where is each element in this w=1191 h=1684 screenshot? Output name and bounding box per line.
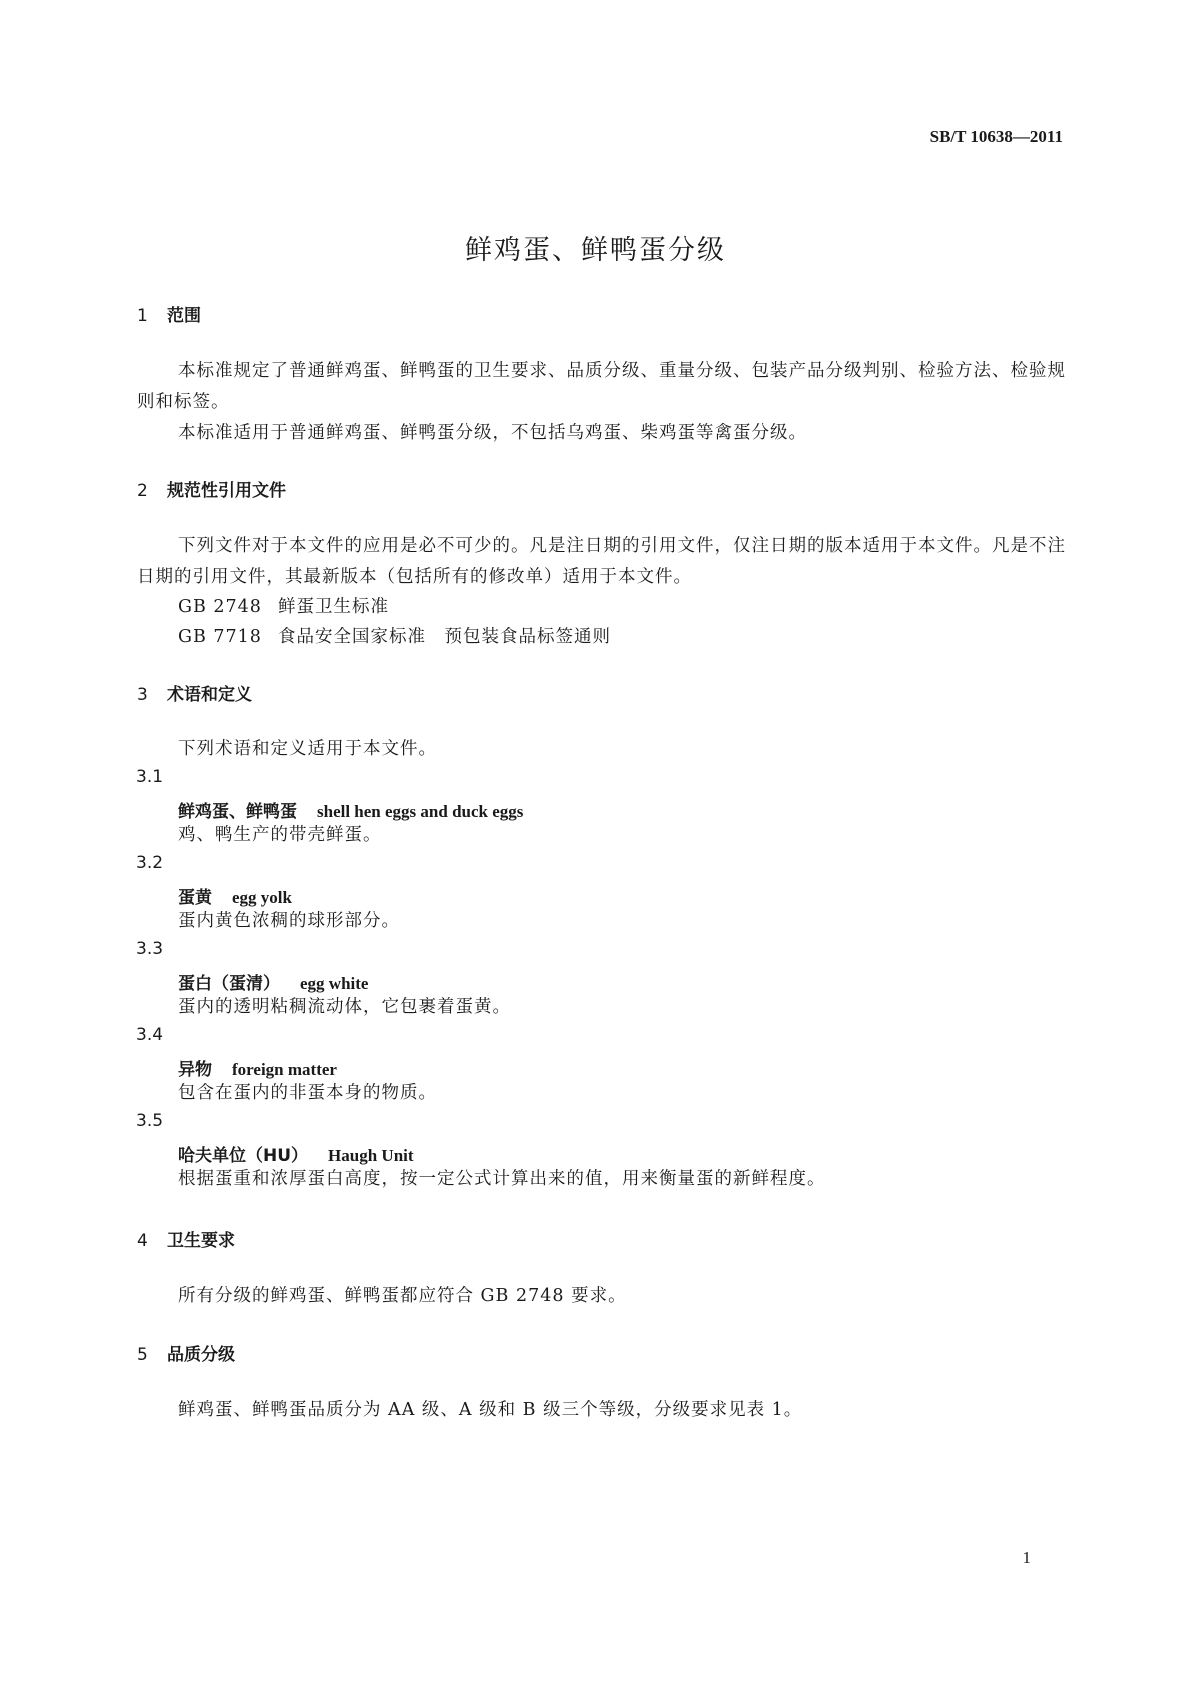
section-title: 范围 — [167, 306, 201, 326]
section-number: 2 — [137, 481, 148, 501]
term-zh: 异物 — [178, 1060, 212, 1080]
section-1-paragraph-2: 本标准适用于普通鲜鸡蛋、鲜鸭蛋分级，不包括乌鸡蛋、柴鸡蛋等禽蛋分级。 — [178, 423, 807, 443]
reference-code: GB 7718 — [178, 627, 262, 647]
section-3-heading — [137, 680, 252, 705]
section-4-paragraph-1: 所有分级的鲜鸡蛋、鲜鸭蛋都应符合 GB 2748 要求。 — [178, 1286, 627, 1306]
term-heading — [178, 883, 292, 908]
section-title: 术语和定义 — [167, 685, 252, 705]
term-zh: 蛋黄 — [178, 888, 212, 908]
term-definition: 蛋内黄色浓稠的球形部分。 — [178, 911, 400, 931]
term-en: foreign matter — [232, 1060, 337, 1079]
section-number: 1 — [137, 306, 148, 326]
reference-code: GB 2748 — [178, 597, 262, 617]
term-number: 3.5 — [136, 1111, 164, 1131]
section-1-paragraph-1: 本标准规定了普通鲜鸡蛋、鲜鸭蛋的卫生要求、品质分级、重量分级、包装产品分级判别、检验方法、检验规则和标签。 — [137, 361, 1066, 412]
section-1-heading — [137, 301, 201, 326]
normative-reference — [178, 622, 1068, 653]
section-5-paragraph-1: 鲜鸡蛋、鲜鸭蛋品质分为 AA 级、A 级和 B 级三个等级，分级要求见表 1。 — [178, 1400, 803, 1420]
term-en: Haugh Unit — [328, 1146, 414, 1165]
term-number: 3.3 — [136, 939, 164, 959]
page-number: 1 — [1022, 1548, 1031, 1567]
section-number: 5 — [137, 1345, 148, 1365]
term-definition: 蛋内的透明粘稠流动体，它包裹着蛋黄。 — [178, 997, 511, 1017]
section-number: 4 — [137, 1231, 148, 1251]
term-en: egg yolk — [232, 888, 292, 907]
section-2-heading — [137, 476, 286, 501]
normative-reference — [178, 592, 1068, 623]
term-number: 3.4 — [136, 1025, 164, 1045]
document-title: 鲜鸡蛋、鲜鸭蛋分级 — [465, 235, 726, 266]
section-number: 3 — [137, 685, 148, 705]
term-heading — [178, 797, 523, 822]
reference-title: 食品安全国家标准 预包装食品标签通则 — [278, 627, 611, 647]
term-number: 3.1 — [136, 767, 164, 787]
term-definition: 根据蛋重和浓厚蛋白高度，按一定公式计算出来的值，用来衡量蛋的新鲜程度。 — [178, 1169, 826, 1189]
section-title: 卫生要求 — [167, 1231, 235, 1251]
term-en: shell hen eggs and duck eggs — [317, 802, 524, 821]
section-title: 规范性引用文件 — [167, 481, 286, 501]
section-5-heading — [137, 1340, 235, 1365]
term-zh: 鲜鸡蛋、鲜鸭蛋 — [178, 802, 297, 822]
term-en: egg white — [300, 974, 369, 993]
term-heading — [178, 1141, 414, 1166]
standard-code: SB/T 10638—2011 — [929, 127, 1063, 146]
section-2-paragraph-1: 下列文件对于本文件的应用是必不可少的。凡是注日期的引用文件，仅注日期的版本适用于本文件。凡是不注日期的引用文件，其最新版本（包括所有的修改单）适用于本文件。 — [137, 536, 1066, 587]
term-definition: 鸡、鸭生产的带壳鲜蛋。 — [178, 825, 382, 845]
section-title: 品质分级 — [167, 1345, 235, 1365]
term-heading — [178, 1055, 337, 1080]
term-number: 3.2 — [136, 853, 164, 873]
term-definition: 包含在蛋内的非蛋本身的物质。 — [178, 1083, 437, 1103]
term-heading — [178, 969, 368, 994]
term-zh: 哈夫单位（HU） — [178, 1146, 309, 1166]
section-3-paragraph-1: 下列术语和定义适用于本文件。 — [178, 739, 437, 759]
term-zh: 蛋白（蛋清） — [178, 974, 280, 994]
reference-title: 鲜蛋卫生标准 — [278, 597, 389, 617]
section-4-heading — [137, 1226, 235, 1251]
